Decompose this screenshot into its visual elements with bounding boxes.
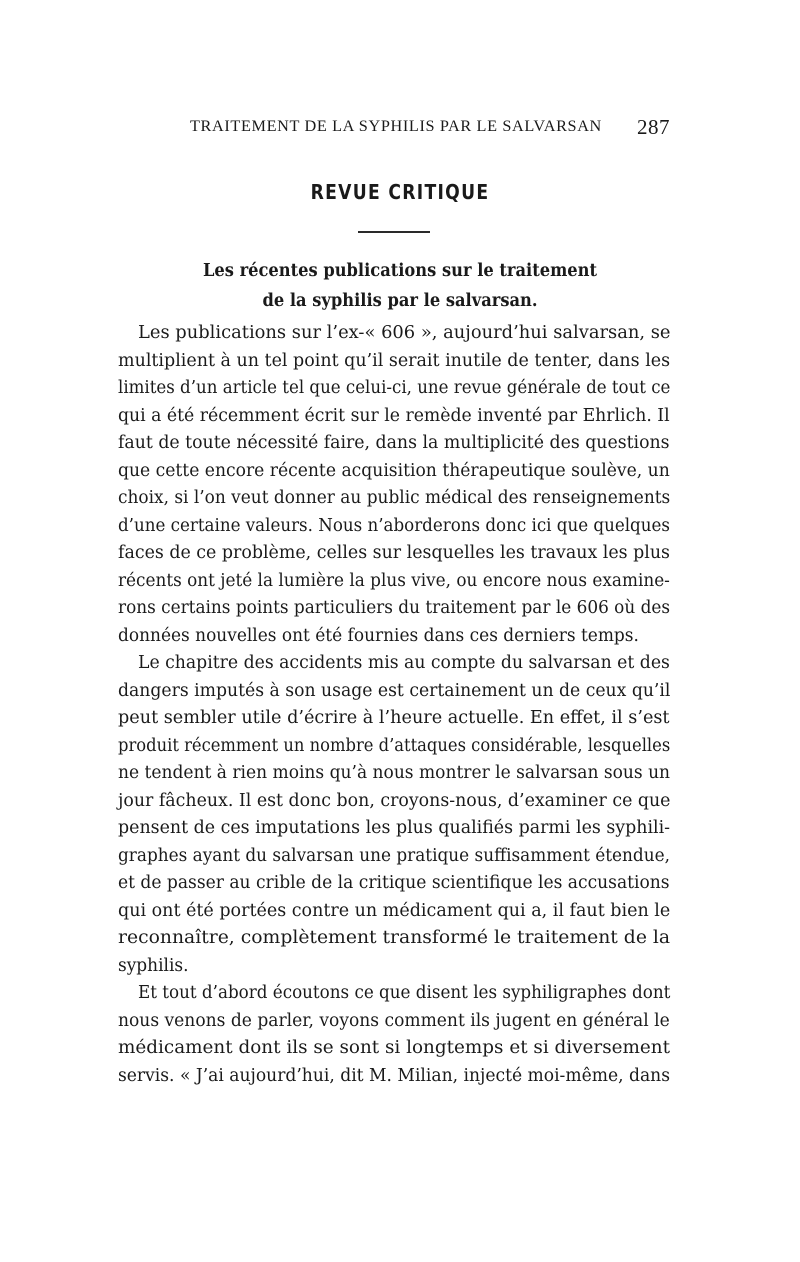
text-line: qui a été récemment écrit sur le remède inventé par Ehrlich. Il [118,406,670,426]
running-title: TRAITEMENT DE LA SYPHILIS PAR LE SALVARSAN [190,118,602,135]
text-line: récents ont jeté la lumière la plus vive, ou encore nous examine- [118,571,670,591]
text-line: d’une certaine valeurs. Nous n’aborderons donc ici que quelques [118,516,670,536]
text-line: peut sembler utile d’écrire à l’heure actuelle. En effet, il s’est [118,708,670,728]
text-line: Et tout d’abord écoutons ce que disent les syphiligraphes dont [138,983,671,1003]
section-title: REVUE CRITIQUE [310,180,490,204]
text-line: et de passer au crible de la critique scientifique les accusations [118,873,670,893]
text-line: multiplient à un tel point qu’il serait inutile de tenter, dans les [118,351,671,371]
text-line: que cette encore récente acquisition thérapeutique soulève, un [118,461,670,481]
text-line: limites d’un article tel que celui-ci, une revue générale de tout ce [118,378,671,398]
text-line: pensent de ces imputations les plus qualifiés parmi les syphili- [118,818,671,838]
text-line: faut de toute nécessité faire, dans la multiplicité des questions [118,433,670,453]
text-line: servis. « J’ai aujourd’hui, dit M. Milian, injecté moi-même, dans [118,1066,670,1086]
text-line: jour fâcheux. Il est donc bon, croyons-nous, d’examiner ce que [118,791,671,811]
text-line: dangers imputés à son usage est certainement un de ceux qu’il [118,681,671,701]
text-line: graphes ayant du salvarsan une pratique suffisamment étendue, [118,846,670,866]
subtitle-line: de la syphilis par le salvarsan. [262,291,538,311]
text-line: qui ont été portées contre un médicament qui a, il faut bien le [118,901,671,921]
text-line: syphilis. [118,956,189,976]
text-line: médicament dont ils se sont si longtemps et si diversement [118,1038,670,1058]
text-line: rons certains points particuliers du traitement par le 606 où des [118,598,671,618]
running-head [190,115,670,140]
text-line: données nouvelles ont été fournies dans ces derniers temps. [118,626,639,646]
text-line: choix, si l’on veut donner au public médical des renseignements [118,488,671,508]
title-rule [358,231,430,233]
text-line: Les publications sur l’ex-« 606 », aujourd’hui salvarsan, se [138,323,671,343]
text-line: faces de ce problème, celles sur lesquelles les travaux les plus [118,543,670,563]
text-line: produit récemment un nombre d’attaques considérable, lesquelles [118,736,671,756]
subtitle-line: Les récentes publications sur le traitement [202,261,598,281]
text-line: reconnaître, complètement transformé le traitement de la [118,928,671,948]
text-line: Le chapitre des accidents mis au compte du salvarsan et des [138,653,670,673]
page-number: 287 [637,115,670,139]
text-line: nous venons de parler, voyons comment ils jugent en général le [118,1011,670,1031]
text-line: ne tendent à rien moins qu’à nous montrer le salvarsan sous un [118,763,671,783]
article-subtitle [28,256,772,316]
